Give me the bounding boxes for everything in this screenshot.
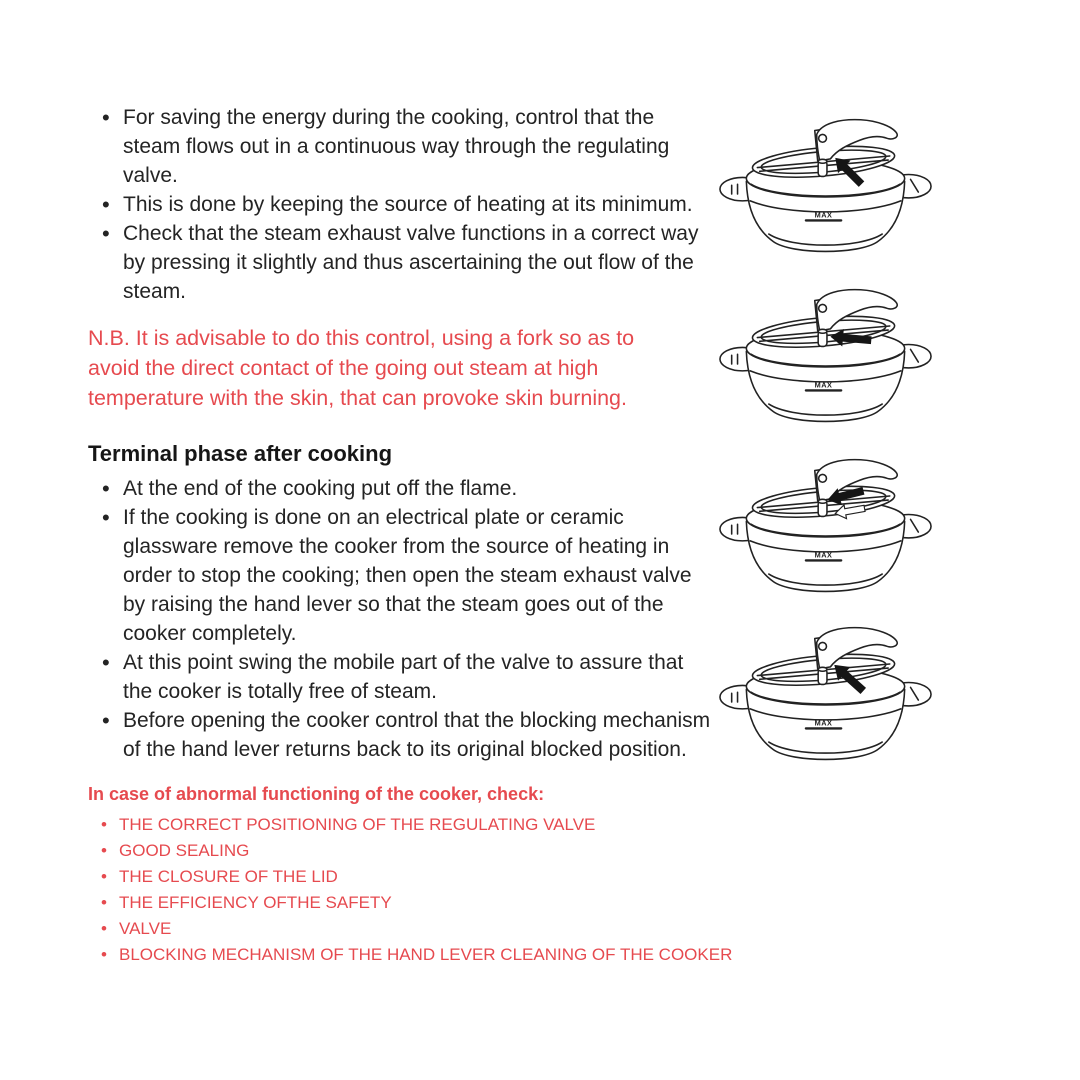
nb-warning-note: N.B. It is advisable to do this control, using a fork so as to avoid the direct contact of the going out steam at high temperature with the skin, that can provoke skin burning.	[88, 326, 635, 410]
pressure-cooker-drawing	[718, 456, 933, 614]
list-item: • Before opening the cooker control that the blocking mechanism of the hand lever returns back to its original blocked position.	[88, 706, 711, 764]
pressure-cooker-illustration-1	[718, 116, 933, 274]
pressure-cooker-illustration-4	[718, 624, 933, 782]
list-item: • Check that the steam exhaust valve functions in a correct way by pressing it slightly and thus ascertaining the out flow of the steam.	[88, 219, 711, 306]
list-item: • THE CLOSURE OF THE LID	[88, 864, 838, 890]
list-item: • VALVE	[88, 916, 838, 942]
max-marking-label: MAX	[814, 718, 833, 728]
pressure-cooker-drawing	[718, 116, 933, 274]
pressure-cooker-illustration-2	[718, 286, 933, 444]
pressure-cooker-illustration-3	[718, 456, 933, 614]
list-item: • At this point swing the mobile part of the valve to assure that the cooker is totally free of steam.	[88, 648, 711, 706]
list-item: • At the end of the cooking put off the flame.	[88, 474, 711, 503]
list-item: • GOOD SEALING	[88, 838, 838, 864]
abnormal-check-list	[88, 812, 838, 968]
pressure-cooker-drawing	[718, 624, 933, 782]
list-item: • For saving the energy during the cooking, control that the steam flows out in a continuous way through the regulating valve.	[88, 103, 711, 190]
abnormal-functioning-heading: In case of abnormal functioning of the cooker, check:	[88, 784, 545, 804]
list-item: • BLOCKING MECHANISM OF THE HAND LEVER CLEANING OF THE COOKER	[88, 942, 838, 968]
list-item: • THE CORRECT POSITIONING OF THE REGULATING VALVE	[88, 812, 838, 838]
max-marking-label: MAX	[814, 210, 833, 220]
terminal-phase-heading: Terminal phase after cooking	[88, 441, 393, 466]
max-marking-label: MAX	[814, 380, 833, 390]
list-item: • THE EFFICIENCY OFTHE SAFETY	[88, 890, 838, 916]
pressure-cooker-drawing	[718, 286, 933, 444]
max-marking-label: MAX	[814, 550, 833, 560]
list-item: • If the cooking is done on an electrical plate or ceramic glassware remove the cooker from the source of heating in order to stop the cooking; then open the steam exhaust valve by raising the hand lever so that the steam goes out of the cooker completely.	[88, 503, 711, 648]
list-item: • This is done by keeping the source of heating at its minimum.	[88, 190, 711, 219]
